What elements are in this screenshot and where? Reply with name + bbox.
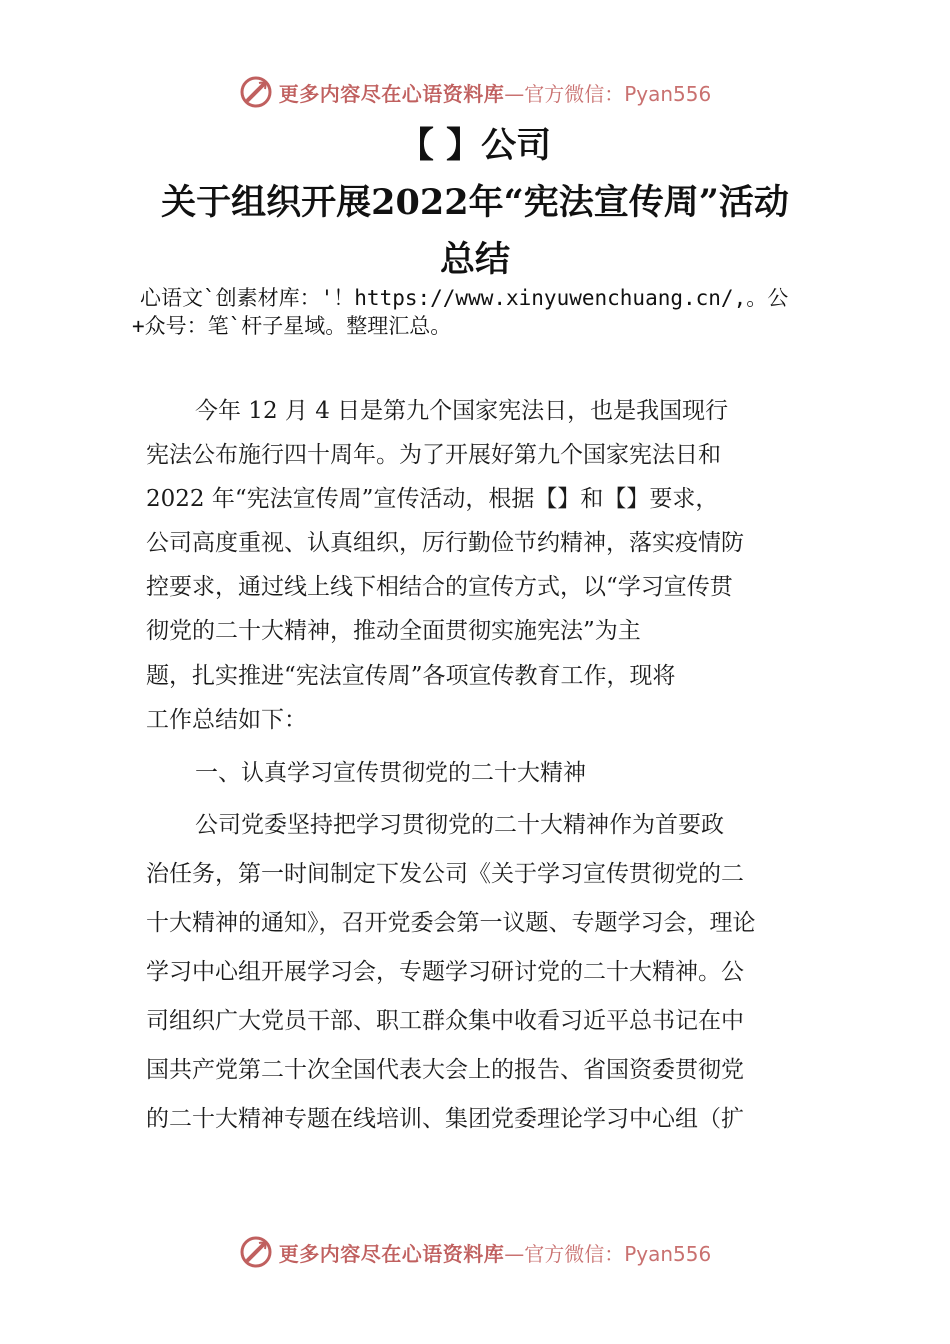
title-company: 【 】公司 [398,125,552,166]
body-line: 学习中心组开展学习会，专题学习研讨党的二十大精神。公 [146,959,744,985]
section-heading: 一、认真学习宣传贯彻党的二十大精神 [195,760,586,786]
source-note-line-2: +众号：笔`杆子星域。整理汇总。 [132,314,452,338]
body-line: 公司党委坚持把学习贯彻党的二十大精神作为首要政 [195,812,724,838]
banner-main-text: 更多内容尽在心语资料库 [278,1241,505,1266]
title-summary: 总结 [439,239,510,280]
source-note-line-1: 心语文`创素材库：'！https://www.xinyuwenchuang.cn/,。公 [140,286,789,310]
brush-logo-icon [239,75,273,109]
banner-wechat-text: —官方微信：Pyan556 [504,1241,712,1266]
body-line: 治任务，第一时间制定下发公司《关于学习宣传贯彻党的二 [146,861,744,887]
brush-logo-icon [239,1235,273,1269]
title-main: 关于组织开展2022年“宪法宣传周”活动 [161,182,789,223]
body-line: 国共产党第二十次全国代表大会上的报告、省国资委贯彻党 [146,1057,744,1083]
body-line: 司组织广大党员干部、职工群众集中收看习近平总书记在中 [146,1008,744,1034]
banner-wechat-text: —官方微信：Pyan556 [504,81,712,106]
top-watermark-banner [0,72,950,112]
body-line: 题，扎实推进“宪法宣传周”各项宣传教育工作，现将 [146,663,676,689]
body-line: 的二十大精神专题在线培训、集团党委理论学习中心组（扩 [146,1106,744,1132]
bottom-watermark-banner [0,1232,950,1272]
body-line: 彻党的二十大精神，推动全面贯彻实施宪法”为主 [146,618,641,644]
body-line: 宪法公布施行四十周年。为了开展好第九个国家宪法日和 [146,442,721,468]
body-line: 控要求，通过线上线下相结合的宣传方式，以“学习宣传贯 [146,574,733,600]
body-line: 工作总结如下： [146,707,307,733]
body-line: 今年 12 月 4 日是第九个国家宪法日，也是我国现行 [195,398,729,424]
body-line: 十大精神的通知》，召开党委会第一议题、专题学习会，理论 [146,910,756,936]
body-line: 2022 年“宪法宣传周”宣传活动，根据【】和【】要求， [146,486,719,512]
body-line: 公司高度重视、认真组织，厉行勤俭节约精神，落实疫情防 [146,530,744,556]
banner-main-text: 更多内容尽在心语资料库 [278,81,505,106]
